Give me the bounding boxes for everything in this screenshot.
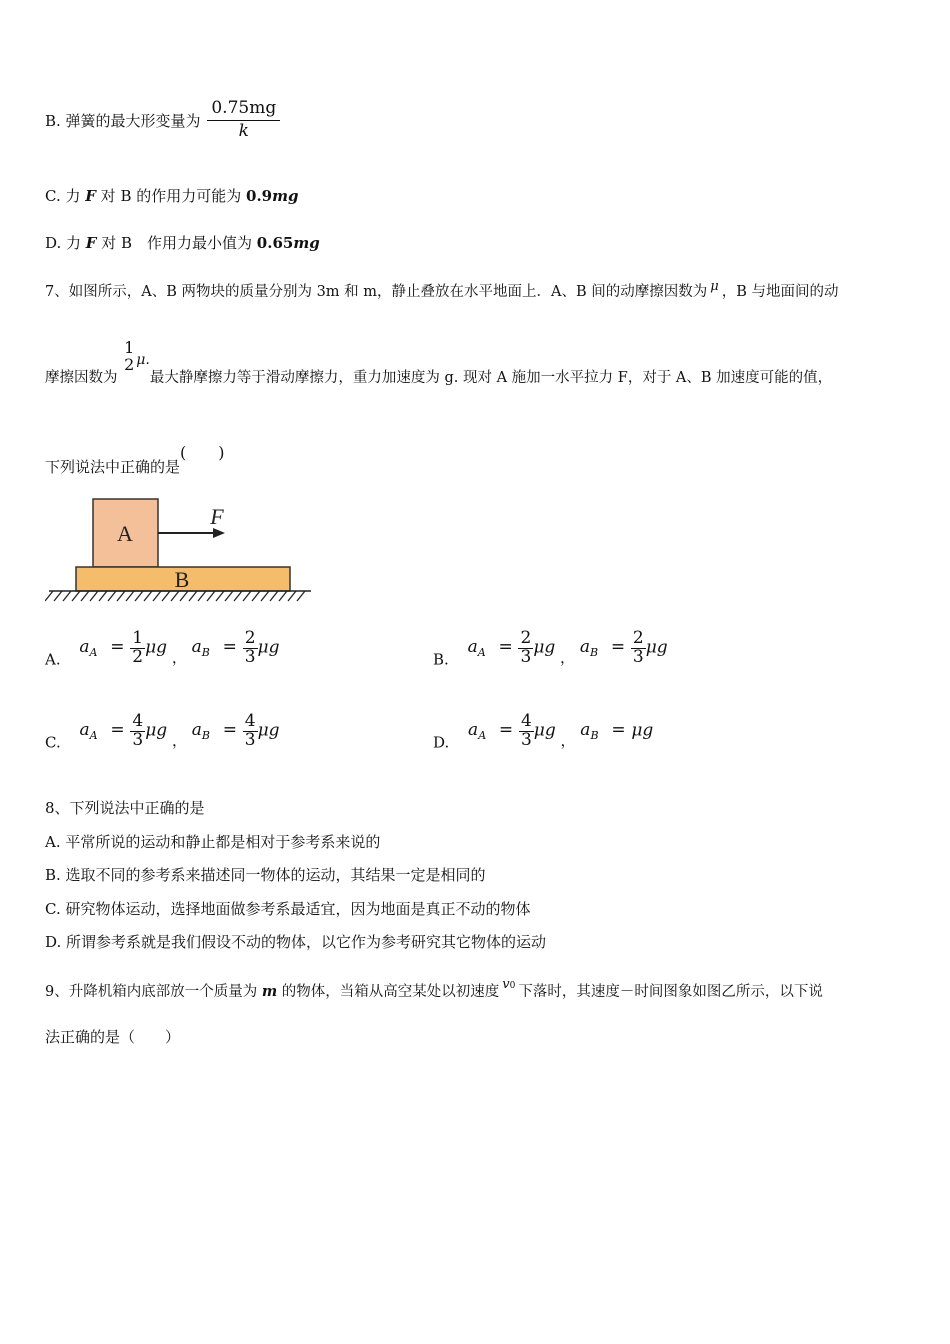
comma: ，: [171, 731, 187, 750]
equals: =: [498, 637, 513, 658]
q7-text: 7、如图所示，A、B 两物块的质量分别为 3m 和 m，静止叠放在水平地面上．A、B 间的动摩擦因数为: [45, 284, 708, 300]
accel-b: [191, 637, 210, 660]
q7-option-d: [433, 713, 653, 751]
fraction: [243, 713, 258, 750]
q6-option-d-unit: mg: [293, 234, 320, 252]
q9-text: 9、升降机箱内底部放一个质量为: [45, 984, 262, 1000]
subscript: A: [477, 646, 486, 660]
q9-line-2: 法正确的是（ ）: [45, 1028, 181, 1046]
q7-question-text: 下列说法中正确的是: [45, 458, 181, 476]
hatch-line: [225, 591, 233, 601]
q6-option-c-text-2: 对 B 的作用力可能为: [95, 187, 247, 205]
hatch-line: [180, 591, 188, 601]
hatch-line: [171, 591, 179, 601]
hatch-line: [81, 591, 89, 601]
q6-option-d-text-2: 对 B 作用力最小值为: [96, 234, 257, 252]
fraction-numerator: 4: [244, 711, 256, 731]
fraction: [631, 630, 646, 667]
hatch-line: [297, 591, 305, 601]
q6-option-d-text: D. 力: [45, 234, 86, 252]
hatch-line: [144, 591, 152, 601]
fraction: [130, 630, 145, 667]
q9-line-1: [45, 977, 823, 1001]
hatch-line: [243, 591, 251, 601]
fraction-numerator: 0.75mg: [211, 98, 277, 118]
force-symbol: F: [85, 234, 97, 252]
fraction: [519, 713, 534, 750]
q7-line-2: [45, 340, 832, 387]
hatch-line: [63, 591, 71, 601]
q9-text-3: 下落时，其速度－时间图象如图乙所示，以下说: [518, 984, 823, 1000]
mu-g: μg: [145, 637, 168, 658]
hatch-line: [126, 591, 134, 601]
velocity-symbol: v: [502, 977, 510, 992]
fraction-numerator: 2: [632, 628, 644, 648]
fraction: [518, 630, 533, 667]
hatch-line: [252, 591, 260, 601]
fraction-numerator: 1: [132, 628, 144, 648]
fraction-denominator: 2: [132, 646, 144, 667]
comma: ，: [560, 648, 576, 667]
q6-option-c-text: C. 力: [45, 187, 86, 205]
accel-symbol: a: [468, 720, 479, 741]
hatch-line: [189, 591, 197, 601]
option-letter: B.: [433, 650, 449, 669]
mu-symbol: μ.: [136, 351, 150, 368]
q7-option-a: [45, 630, 279, 668]
q8-option-a: A. 平常所说的运动和静止都是相对于参考系来说的: [45, 833, 381, 851]
fraction-denominator: 3: [244, 729, 256, 750]
force-symbol: F: [85, 187, 96, 205]
fraction-denominator: 2: [124, 354, 135, 374]
hatch-line: [153, 591, 161, 601]
fraction-denominator: 3: [520, 646, 532, 667]
accel-symbol: a: [191, 720, 202, 741]
fraction: [130, 713, 145, 750]
mu-g: μg: [257, 637, 280, 658]
hatch-line: [162, 591, 170, 601]
half-fraction: [122, 340, 136, 374]
equals: =: [110, 637, 125, 658]
hatch-line: [99, 591, 107, 601]
q7-line-3: [45, 440, 225, 477]
accel-a: [467, 637, 486, 660]
hatch-line: [72, 591, 80, 601]
accel-symbol: a: [79, 720, 90, 741]
fraction: [243, 630, 258, 667]
subscript: 0: [509, 981, 516, 991]
q6-option-b-text: B. 弹簧的最大形变量为: [45, 111, 201, 130]
equals: =: [611, 720, 626, 741]
accel-b: [580, 720, 599, 743]
q8-option-c: C. 研究物体运动，选择地面做参考系最适宜，因为地面是真正不动的物体: [45, 900, 531, 918]
hatch-line: [135, 591, 143, 601]
mu-g: μg: [533, 720, 556, 741]
accel-b: [579, 637, 599, 660]
fraction-denominator: 3: [132, 729, 144, 750]
subscript: B: [590, 729, 599, 743]
q7-text-4: 最大静摩擦力等于滑动摩擦力，重力加速度为 g. 现对 A 施加一水平拉力 F，对于 A、B 加速度可能的值，: [149, 369, 833, 386]
hatch-line: [117, 591, 125, 601]
mu-g: μg: [257, 720, 280, 741]
q6-option-c-unit: mg: [272, 187, 299, 205]
accel-symbol: a: [467, 637, 478, 658]
q6-option-d: [45, 232, 320, 253]
q8-option-d: D. 所谓参考系就是我们假设不动的物体，以它作为参考研究其它物体的运动: [45, 933, 547, 951]
fraction-denominator: 3: [244, 646, 256, 667]
fraction-denominator: 3: [520, 729, 532, 750]
accel-a: [468, 720, 487, 743]
subscript: B: [589, 646, 599, 660]
block-b-label: B: [174, 567, 190, 592]
hatch-line: [90, 591, 98, 601]
arrow-head-icon: [213, 528, 225, 538]
hatch-line: [270, 591, 278, 601]
mu-symbol: μ: [710, 279, 719, 294]
fraction-numerator: 2: [520, 628, 532, 648]
v0-symbol: [502, 977, 515, 992]
equals: =: [222, 720, 238, 741]
equals: =: [110, 720, 125, 741]
accel-a: [79, 637, 98, 660]
mass-symbol: m: [261, 983, 278, 1000]
q8-option-b: B. 选取不同的参考系来描述同一物体的运动，其结果一定是相同的: [45, 866, 486, 884]
force-label: F: [210, 504, 224, 529]
option-letter: D.: [433, 733, 450, 752]
q6-option-c: [45, 185, 299, 206]
accel-a: [79, 720, 98, 743]
accel-symbol: a: [191, 637, 202, 658]
answer-blank: ( ): [180, 443, 225, 462]
subscript: A: [89, 646, 98, 660]
accel-symbol: a: [580, 720, 591, 741]
hatch-line: [288, 591, 296, 601]
q7-option-b: [433, 630, 668, 668]
fraction-numerator: 4: [132, 711, 144, 731]
ground-hatching: [45, 591, 305, 601]
fraction-numerator: 4: [520, 711, 532, 731]
equals: =: [498, 720, 514, 741]
comma: ，: [560, 731, 576, 750]
hatch-line: [54, 591, 62, 601]
equals: =: [610, 637, 626, 658]
subscript: B: [201, 646, 210, 660]
mu-g: μg: [631, 720, 654, 741]
option-letter: A.: [45, 650, 61, 669]
accel-b: [191, 720, 210, 743]
subscript: A: [89, 729, 98, 743]
fraction-denominator: 3: [632, 646, 644, 667]
q6-option-c-value: 0.9: [246, 187, 273, 205]
q7-option-c: [45, 713, 280, 751]
mu-g: μg: [645, 637, 668, 658]
accel-symbol: a: [579, 637, 590, 658]
fraction-denominator: k: [207, 120, 280, 141]
q9-text-2: 的物体，当箱从高空某处以初速度: [277, 984, 500, 1000]
q7-text-2: ，B 与地面间的动: [721, 284, 839, 300]
subscript: B: [201, 729, 210, 743]
q8-title: 8、下列说法中正确的是: [45, 799, 205, 817]
comma: ，: [171, 648, 187, 667]
fraction-numerator: 1: [124, 338, 135, 357]
q7-figure: [45, 494, 325, 614]
hatch-line: [279, 591, 287, 601]
hatch-line: [207, 591, 215, 601]
hatch-line: [45, 591, 53, 601]
fraction-numerator: 2: [244, 628, 256, 648]
mu-g: μg: [533, 637, 556, 658]
q6-option-b: [45, 100, 280, 150]
q7-line-1: [45, 279, 838, 301]
hatch-line: [216, 591, 224, 601]
option-letter: C.: [45, 733, 61, 752]
hatch-line: [261, 591, 269, 601]
accel-symbol: a: [79, 637, 90, 658]
q7-text-3: 摩擦因数为: [45, 369, 118, 386]
equals: =: [222, 637, 237, 658]
hatch-line: [108, 591, 116, 601]
mu-g: μg: [145, 720, 168, 741]
hatch-line: [234, 591, 242, 601]
block-a-label: A: [117, 521, 133, 546]
q6-option-d-value: 0.65: [256, 234, 294, 252]
hatch-line: [198, 591, 206, 601]
q6-option-b-fraction: [207, 100, 280, 141]
subscript: A: [478, 729, 487, 743]
